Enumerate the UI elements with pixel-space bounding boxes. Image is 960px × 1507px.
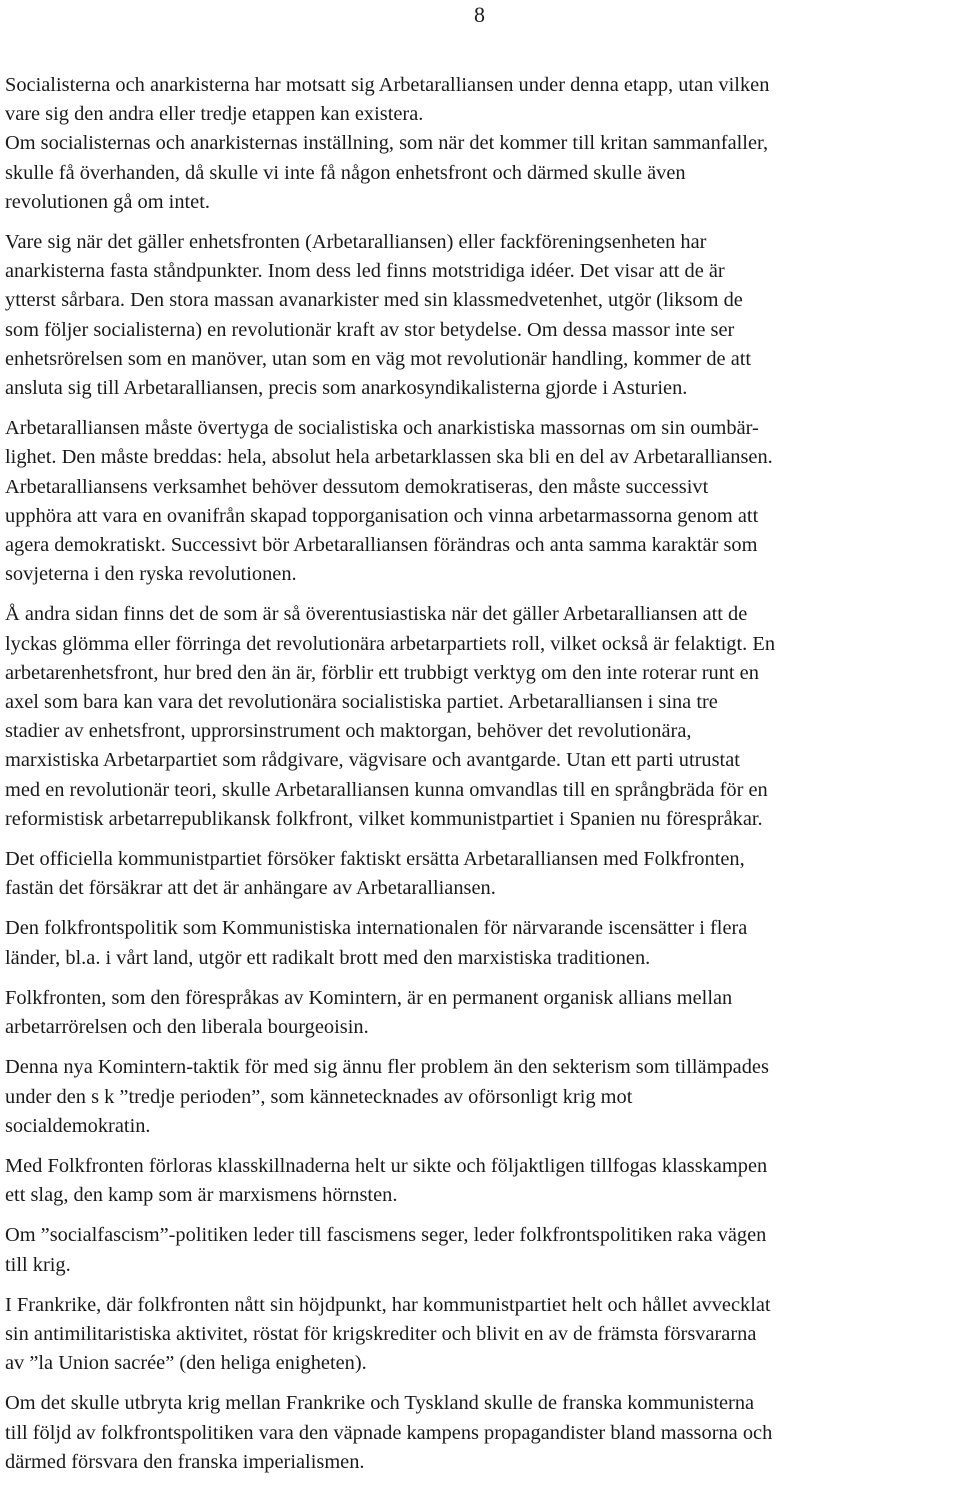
paragraph	[5, 1291, 957, 1379]
text-line: Å andra sidan finns det de som är så överentusiastiska när det gäller Arbetaralliansen att de	[5, 603, 748, 626]
paragraph	[5, 1389, 957, 1477]
text-line: arbetarenhetsfront, hur bred den än är, förblir ett trubbigt verktyg om den inte roterar runt en	[5, 661, 759, 684]
text-line: Med Folkfronten förloras klasskillnaderna helt ur sikte och följaktligen tillfogas klasskampen	[5, 1154, 768, 1177]
text-line: reformistisk arbetarrepublikansk folkfront, vilket kommunistpartiet i Spanien nu förespråkar.	[5, 807, 763, 830]
text-line: socialdemokratin.	[5, 1114, 151, 1137]
text-line: som följer socialisterna) en revolutionär kraft av stor betydelse. Om dessa massor inte ser	[5, 318, 735, 341]
paragraph	[5, 845, 957, 903]
text-line: Om socialisternas och anarkisternas inställning, som när det kommer till kritan sammanfaller,	[5, 132, 769, 155]
text-line: arbetarrörelsen och den liberala bourgeoisin.	[5, 1016, 369, 1039]
text-line: Den folkfrontspolitik som Kommunistiska internationalen för närvarande iscensätter i flera	[5, 917, 748, 940]
paragraph	[5, 228, 957, 403]
text-line: under den s k ”tredje perioden”, som kännetecknades av oförsonligt krig mot	[5, 1085, 633, 1108]
text-line: revolutionen gå om intet.	[5, 190, 210, 213]
text-line: anarkisterna fasta ståndpunkter. Inom dess led finns motstridiga idéer. Det visar att de är	[5, 260, 725, 283]
text-line: med en revolutionär teori, skulle Arbetaralliansen kunna omvandlas till en språngbräda för en	[5, 778, 768, 801]
text-line: länder, bl.a. i vårt land, utgör ett radikalt brott med den marxistiska traditionen.	[5, 946, 651, 969]
text-line: stadier av enhetsfront, upprorsinstrument och maktorgan, behöver det revolutionära,	[5, 720, 692, 743]
text-line: agera demokratiskt. Successivt bör Arbetaralliansen förändras och anta samma karaktär som	[5, 534, 758, 557]
paragraph	[5, 414, 957, 589]
paragraph	[5, 1152, 957, 1210]
text-line: därmed försvara den franska imperialismen.	[5, 1450, 365, 1473]
text-line: Vare sig när det gäller enhetsfronten (Arbetaralliansen) eller fackföreningsenheten har	[5, 231, 707, 254]
paragraph	[5, 1053, 957, 1141]
text-line: av ”la Union sacrée” (den heliga enigheten).	[5, 1352, 367, 1375]
page-number: 8	[474, 2, 485, 27]
text-line: vare sig den andra eller tredje etappen kan existera.	[5, 103, 424, 126]
text-line: upphöra att vara en ovanifrån skapad topporganisation och vinna arbetarmassorna genom att	[5, 504, 759, 527]
text-line: lyckas glömma eller förringa det revolutionära arbetarpartiets roll, vilket också är felaktigt. En	[5, 632, 776, 655]
text-line: Om ”socialfascism”-politiken leder till fascismens seger, leder folkfrontspolitiken raka vägen	[5, 1224, 767, 1247]
text-line: Arbetaralliansens verksamhet behöver dessutom demokratiseras, den måste successivt	[5, 475, 709, 498]
paragraph	[5, 71, 957, 217]
text-line: ansluta sig till Arbetaralliansen, precis som anarkosyndikalisterna gjorde i Asturien.	[5, 377, 688, 400]
text-line: marxistiska Arbetarpartiet som rådgivare, vägvisare och avantgarde. Utan ett parti utrustat	[5, 749, 740, 772]
text-line: ytterst sårbara. Den stora massan avanarkister med sin klassmedvetenhet, utgör (liksom de	[5, 289, 743, 312]
text-line: I Frankrike, där folkfronten nått sin höjdpunkt, har kommunistpartiet helt och hållet avvecklat	[5, 1293, 771, 1316]
text-line: Socialisterna och anarkisterna har motsatt sig Arbetaralliansen under denna etapp, utan vilken	[5, 74, 770, 96]
document-body	[5, 71, 957, 1488]
text-line: lighet. Den måste breddas: hela, absolut hela arbetarklassen ska bli en del av Arbetaralliansen.	[5, 446, 773, 469]
text-line: Det officiella kommunistpartiet försöker faktiskt ersätta Arbetaralliansen med Folkfronten,	[5, 848, 745, 871]
text-line: ett slag, den kamp som är marxismens hörnsten.	[5, 1184, 398, 1207]
paragraph	[5, 600, 957, 834]
text-line: enhetsrörelsen som en manöver, utan som en väg mot revolutionär handling, kommer de att	[5, 347, 752, 370]
paragraph	[5, 914, 957, 972]
text-line: sovjeterna i den ryska revolutionen.	[5, 563, 297, 586]
paragraph	[5, 1221, 957, 1279]
text-line: Arbetaralliansen måste övertyga de socialistiska och anarkistiska massornas om sin oumbär-	[5, 417, 759, 440]
text-line: Om det skulle utbryta krig mellan Frankrike och Tyskland skulle de franska kommunisterna	[5, 1392, 755, 1415]
text-line: till krig.	[5, 1253, 71, 1276]
text-line: till följd av folkfrontspolitiken vara den väpnade kampens propagandister bland massorna och	[5, 1421, 773, 1444]
text-line: sin antimilitaristiska aktivitet, röstat för krigskrediter och blivit en av de främsta försvararna	[5, 1322, 757, 1345]
text-line: skulle få överhanden, då skulle vi inte få någon enhetsfront och därmed skulle även	[5, 161, 686, 184]
text-line: Folkfronten, som den förespråkas av Komintern, är en permanent organisk allians mellan	[5, 986, 733, 1009]
text-line: Denna nya Komintern-taktik för med sig ännu fler problem än den sekterism som tillämpades	[5, 1056, 769, 1079]
text-line: fastän det försäkrar att det är anhängare av Arbetaralliansen.	[5, 877, 496, 900]
paragraph	[5, 984, 957, 1042]
text-line: axel som bara kan vara det revolutionära socialistiska partiet. Arbetaralliansen i sina tre	[5, 691, 718, 714]
